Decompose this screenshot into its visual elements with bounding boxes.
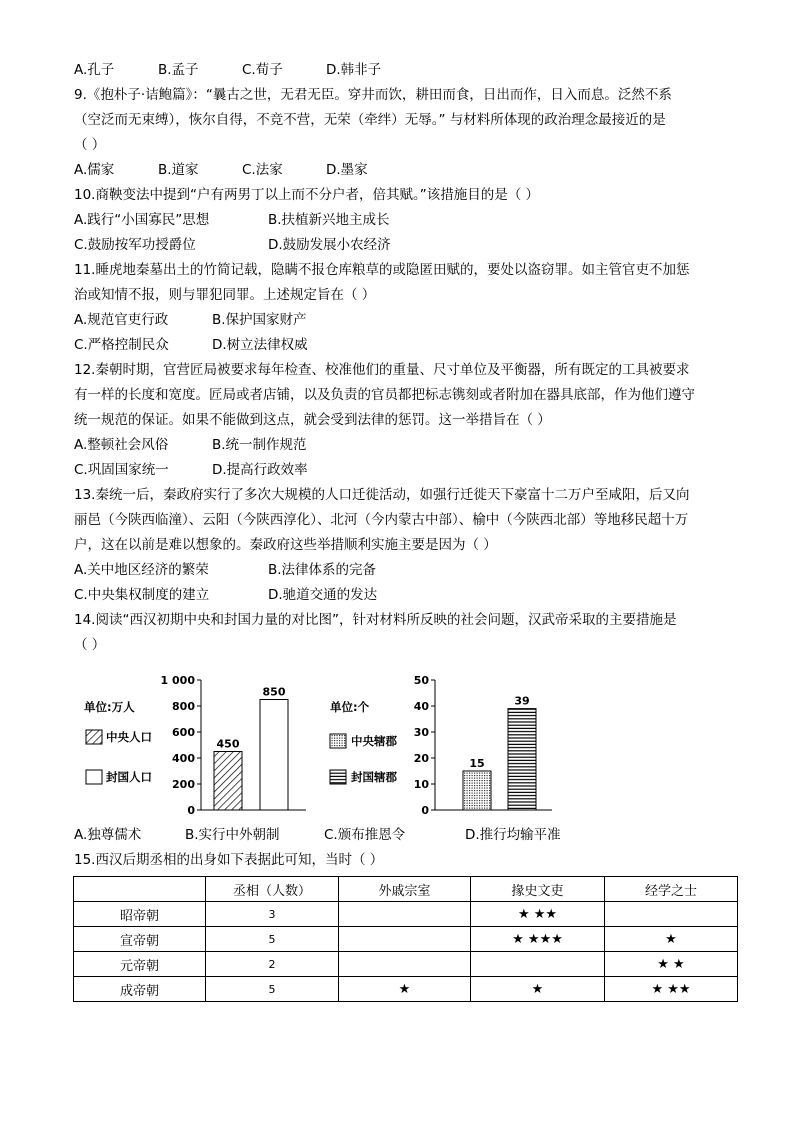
y-tick-label: 40 (413, 700, 429, 713)
header-cell: 外戚宗室 (339, 877, 471, 902)
option-b[interactable]: B.保护国家财产 (212, 312, 307, 328)
legend-swatch-fief-population (86, 770, 102, 784)
table-row (74, 977, 738, 1002)
option-b[interactable]: B.扶植新兴地主成长 (268, 212, 390, 228)
table-row (74, 952, 738, 977)
q11-line-2: 治或知情不报，则与罪犯同罪。上述规定旨在（ ） (74, 287, 376, 303)
table-row (74, 927, 738, 952)
table-header-row (74, 877, 738, 902)
table-row (74, 902, 738, 927)
option-a[interactable]: A.规范官吏行政 (74, 312, 169, 328)
population-chart (84, 674, 306, 817)
q12-options-cd (74, 458, 738, 483)
q12-line-2: 有一样的长度和宽度。匠局或者店铺，以及负责的官员都把标志镌刻或者附加在器具底部，作为他们遵守 (74, 387, 695, 403)
reign-cell: 宣帝朝 (74, 927, 206, 952)
count-cell: 5 (206, 977, 339, 1002)
q14-charts (74, 670, 574, 820)
y-tick-label: 0 (421, 804, 429, 817)
option-a[interactable]: A.独尊儒术 (74, 827, 142, 843)
q15-table (73, 876, 738, 1002)
q11-line-1: 11.睡虎地秦墓出土的竹简记载，隐瞒不报仓库粮草的或隐匿田赋的，要处以盗窃罪。如主管官吏不加惩 (74, 262, 690, 278)
bar-value-label: 39 (514, 694, 530, 708)
option-d[interactable]: D.驰道交通的发达 (268, 587, 378, 603)
option-c[interactable]: C.严格控制民众 (74, 337, 169, 353)
y-tick-label: 50 (413, 674, 429, 687)
star-cell (339, 927, 471, 952)
option-c[interactable]: C.荀子 (242, 62, 283, 78)
star-cell (471, 952, 605, 977)
q13-line-3: 户，这在以前是难以想象的。秦政府这些举措顺利实施主要是因为（ ） (74, 537, 497, 553)
option-b[interactable]: B.道家 (158, 162, 199, 178)
count-cell: 5 (206, 927, 339, 952)
q12-line-1: 12.秦朝时期，官营匠局被要求每年检查、校准他们的重量、尺寸单位及平衡器，所有既定的工具被要求 (74, 362, 690, 378)
option-b[interactable]: B.实行中外朝制 (185, 827, 280, 843)
option-d[interactable]: D.鼓励发展小农经济 (268, 237, 391, 253)
star-cell (339, 902, 471, 927)
option-d[interactable]: D.韩非子 (326, 62, 382, 78)
y-tick-label: 20 (413, 752, 429, 765)
option-a[interactable]: A.孔子 (74, 62, 115, 78)
q13-options-ab (74, 558, 738, 583)
option-b[interactable]: B.统一制作规范 (212, 437, 307, 453)
q13-line-2: 丽邑（今陕西临潼）、云阳（今陕西淳化）、北河（今内蒙古中部）、榆中（今陕西北部）等地移民超十万 (74, 512, 689, 528)
bar-封国人口 (260, 700, 288, 811)
option-d[interactable]: D.树立法律权威 (212, 337, 308, 353)
count-cell: 3 (206, 902, 339, 927)
y-tick-label: 800 (172, 700, 195, 713)
count-cell: 2 (206, 952, 339, 977)
y-tick-label: 30 (413, 726, 429, 739)
y-tick-label: 0 (187, 804, 195, 817)
q9-line-2: （空泛而无束缚），恢尔自得，不竞不营，无荣（牵绊）无辱。” 与材料所体现的政治理念最接近的是 (74, 112, 666, 128)
bar-value-label: 450 (216, 737, 240, 751)
q14-line-2: （ ） (74, 637, 106, 653)
star-cell (605, 902, 738, 927)
star-cell: ★ ★★★ (471, 927, 605, 952)
q14-line-1: 14.阅读“西汉初期中央和封国力量的对比图”，针对材料所反映的社会问题，汉武帝采取的主要措施是 (74, 612, 677, 628)
legend-label-fief-commandery: 封国辖郡 (351, 770, 397, 784)
commandery-chart (330, 674, 552, 817)
y-tick-label: 600 (172, 726, 195, 739)
bar-value-label: 850 (262, 685, 286, 699)
bar-中央辖郡 (463, 771, 491, 810)
q13-options-cd (74, 583, 738, 608)
star-cell: ★ (605, 927, 738, 952)
q10-options-cd (74, 233, 738, 258)
q9-options (74, 158, 738, 183)
option-d[interactable]: D.提高行政效率 (212, 462, 308, 478)
y-tick-label: 1 000 (160, 674, 195, 687)
header-cell: 丞相（人数） (206, 877, 339, 902)
q14-options (74, 823, 738, 848)
header-cell: 掾史文吏 (471, 877, 605, 902)
option-c[interactable]: C.鼓励按军功授爵位 (74, 237, 196, 253)
reign-cell: 元帝朝 (74, 952, 206, 977)
option-a[interactable]: A.整顿社会风俗 (74, 437, 169, 453)
option-b[interactable]: B.法律体系的完备 (268, 562, 377, 578)
header-cell (74, 877, 206, 902)
reign-cell: 昭帝朝 (74, 902, 206, 927)
q8-options (74, 58, 738, 83)
star-cell: ★ (339, 977, 471, 1002)
star-cell: ★ ★ (605, 952, 738, 977)
option-a[interactable]: A.关中地区经济的繁荣 (74, 562, 209, 578)
legend-swatch-fief-commandery (330, 770, 346, 784)
option-b[interactable]: B.孟子 (158, 62, 199, 78)
y-tick-label: 200 (172, 778, 195, 791)
q9-line-1: 9.《抱朴子·诘鲍篇》：“曩古之世，无君无臣。穿井而饮，耕田而食，日出而作，日入而息。泛然不系 (74, 87, 672, 103)
option-a[interactable]: A.践行“小国寡民”思想 (74, 212, 210, 228)
bar-封国辖郡 (508, 709, 536, 810)
chart1-unit-label: 单位:万人 (84, 700, 135, 714)
q12-line-3: 统一规范的保证。如果不能做到这点，就会受到法律的惩罚。这一举措旨在（ ） (74, 412, 551, 428)
chart2-unit-label: 单位:个 (330, 700, 370, 714)
q11-options-ab (74, 308, 738, 333)
q12-options-ab (74, 433, 738, 458)
y-tick-label: 10 (413, 778, 429, 791)
option-c[interactable]: C.法家 (242, 162, 283, 178)
header-cell: 经学之士 (605, 877, 738, 902)
y-tick-label: 400 (172, 752, 195, 765)
q13-line-1: 13.秦统一后，秦政府实行了多次大规模的人口迁徙活动，如强行迁徙天下豪富十二万户至咸阳，后又向 (74, 487, 690, 503)
q15-line-1: 15.西汉后期丞相的出身如下表据此可知，当时（ ） (74, 852, 384, 868)
star-cell: ★ (471, 977, 605, 1002)
option-d[interactable]: D.墨家 (326, 162, 368, 178)
option-a[interactable]: A.儒家 (74, 162, 115, 178)
legend-swatch-central-population (86, 730, 102, 744)
legend-swatch-central-commandery (330, 734, 346, 748)
q14-q15-block (74, 823, 738, 873)
option-d[interactable]: D.推行均输平准 (465, 827, 561, 843)
option-c[interactable]: C.颁布推恩令 (324, 827, 406, 843)
star-cell: ★ ★★ (471, 902, 605, 927)
star-cell (339, 952, 471, 977)
legend-label-fief-population: 封国人口 (106, 770, 152, 784)
bar-中央人口 (214, 752, 242, 811)
option-c[interactable]: C.中央集权制度的建立 (74, 587, 210, 603)
legend-label-central-commandery: 中央辖郡 (351, 734, 397, 748)
q11-options-cd (74, 333, 738, 358)
bar-value-label: 15 (469, 757, 485, 770)
exam-page (74, 58, 738, 658)
option-c[interactable]: C.巩固国家统一 (74, 462, 169, 478)
q10-options-ab (74, 208, 738, 233)
star-cell: ★ ★★ (605, 977, 738, 1002)
reign-cell: 成帝朝 (74, 977, 206, 1002)
legend-label-central-population: 中央人口 (106, 730, 152, 744)
q9-line-3: （ ） (74, 137, 106, 153)
q10-line-1: 10.商鞅变法中提到“户有两男丁以上而不分户者，倍其赋。”该措施目的是（ ） (74, 187, 539, 203)
